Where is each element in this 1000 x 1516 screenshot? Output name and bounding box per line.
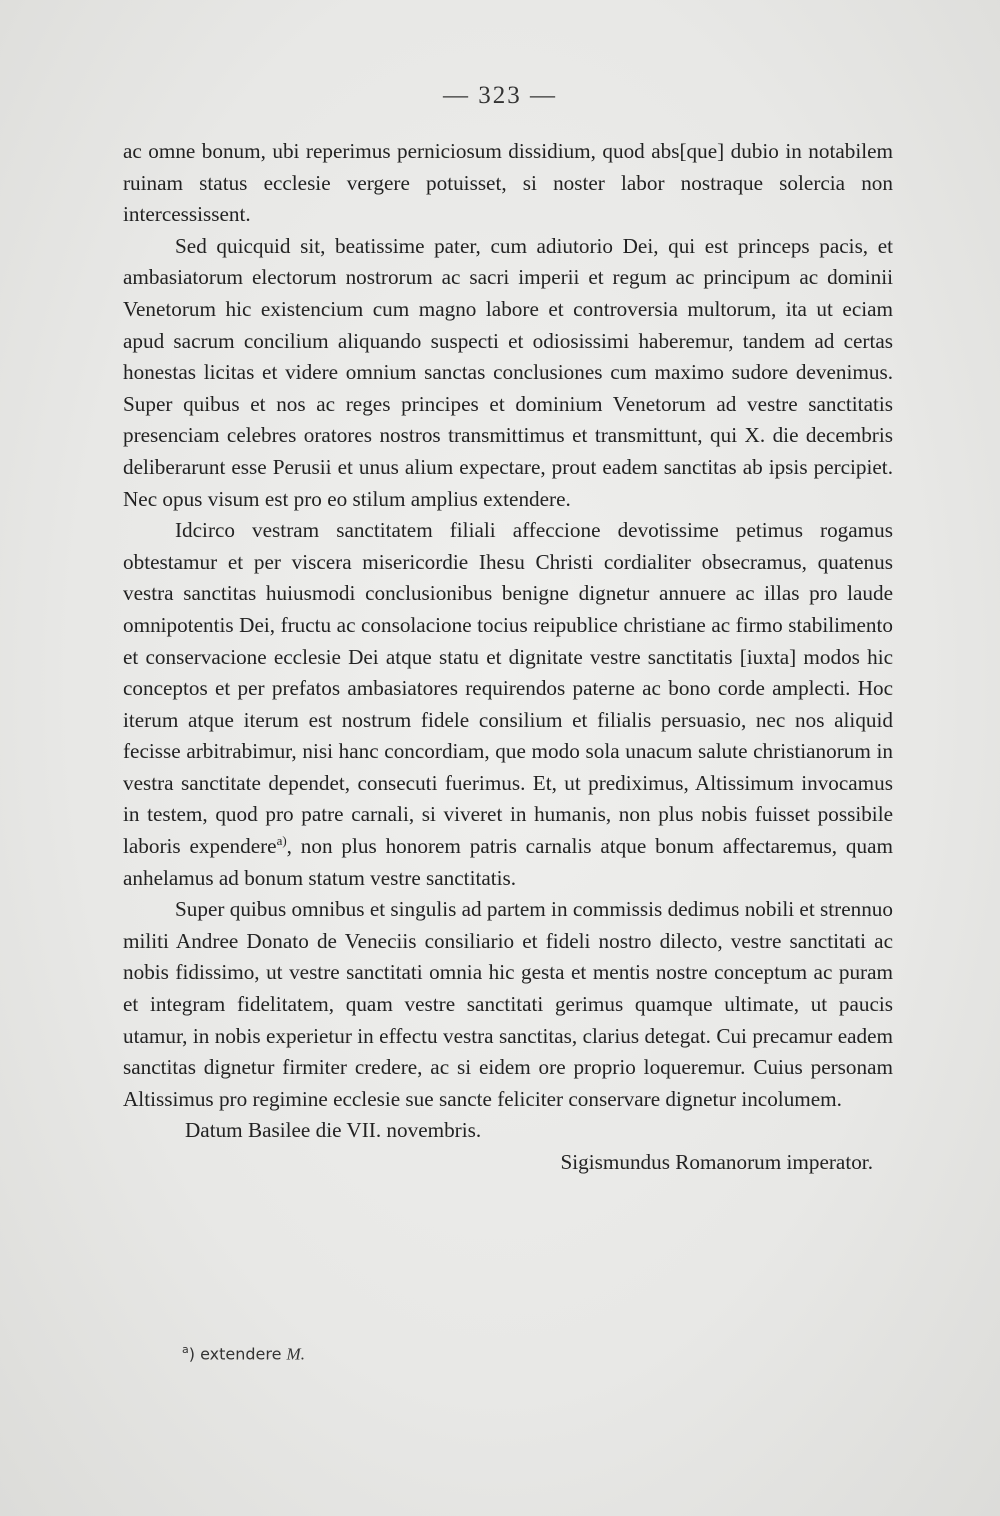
- footnote-siglum: M.: [286, 1344, 305, 1364]
- footnote: [182, 1343, 305, 1364]
- footnote-text: ) extendere: [188, 1344, 287, 1364]
- dateline: Datum Basilee die VII. novembris.: [185, 1118, 482, 1143]
- paragraph-3: [123, 515, 893, 894]
- paragraph-1: ac omne bonum, ubi reperimus perniciosum dissidium, quod abs[que] dubio in notabilem ruinam status ecclesie vergere potuisset, si noster labor nostraque solercia non intercessissent.: [123, 139, 893, 227]
- footnote-reference: a): [276, 833, 287, 848]
- footnote-marker: a: [182, 1343, 189, 1356]
- paragraph-3-text-after-note: , non plus honorem patris carnalis atque bonum affectaremus, quam anhelamus ad bonum statum vestre sanctitatis.: [123, 834, 894, 890]
- paragraph-3-text-before-note: Idcirco vestram sanctitatem filiali affeccione devotissime petimus rogamus obtestamur et per viscera misericordie Ihesu Christi cordialiter obsecramus, quatenus vestra sanctitas huiusmodi conclusionibus benigne dignetur annuere ac illas pro laude omnipotentis Dei, fructu ac consolacione tocius reipublice christiane ac firmo stabilimento et conservacione ecclesie Dei atque statu et dignitate vestre sanctitatis [iuxta] modos hic conceptos et per prefatos ambasiatores requirendos paterne ac bono corde amplecti. Hoc iterum atque iterum est nostrum fidele consilium et filialis persuasio, nec nos aliquid fecisse arbitrabimur, nisi hanc concordiam, que modo sola unacum salute christianorum in vestra sanctitate dependet, consecuti fuerimus. Et, ut prediximus, Altissimum invocamus in testem, quod pro patre carnali, si viveret in humanis, non plus nobis fuisset possibile laboris expendere: [123, 518, 893, 859]
- document-body: [123, 136, 893, 1179]
- page-number: — 323 —: [443, 82, 557, 109]
- paragraph-2: Sed quicquid sit, beatissime pater, cum adiutorio Dei, qui est princeps pacis, et ambasiatorum electorum nostrorum ac sacri imperii et regum ac principum ac dominii Venetorum hic existencium cum magno labore et controversia multorum, ita ut eciam apud sacrum concilium aliquando suspecti et odiosissimi haberemur, tandem ad certas honestas licitas et videre omnium sanctas conclusiones cum maximo sudore devenimus. Super quibus et nos ac reges principes et dominium Venetorum ad vestre sanctitatis presenciam celebres oratores nostros transmittimus et transmittunt, qui X. die decembris deliberarunt esse Perusii et unus alium expectare, prout eadem sanctitas ab ipsis percipiet. Nec opus visum est pro eo stilum amplius extendere.: [123, 233, 893, 511]
- paragraph-4: Super quibus omnibus et singulis ad partem in commissis dedimus nobili et strennuo militi Andree Donato de Veneciis consiliario et fideli nostro dilecto, vestre sanctitati ac nobis fidissimo, ut vestre sanctitati omnia hic gesta et mentis nostre conceptum ac puram et integram fidelitatem, quam vestre sanctitati gerimus quamque ultimate, ut paucis utamur, in nobis experietur in effectu vestra sanctitas, clarius detegat. Cui precamur eadem sanctitas dignetur firmiter credere, ac si eidem ore proprio loqueremur. Cuius personam Altissimus pro regimine ecclesie sue sancte feliciter conservare dignetur incolumem.: [123, 897, 893, 1111]
- signature: Sigismundus Romanorum imperator.: [560, 1150, 873, 1174]
